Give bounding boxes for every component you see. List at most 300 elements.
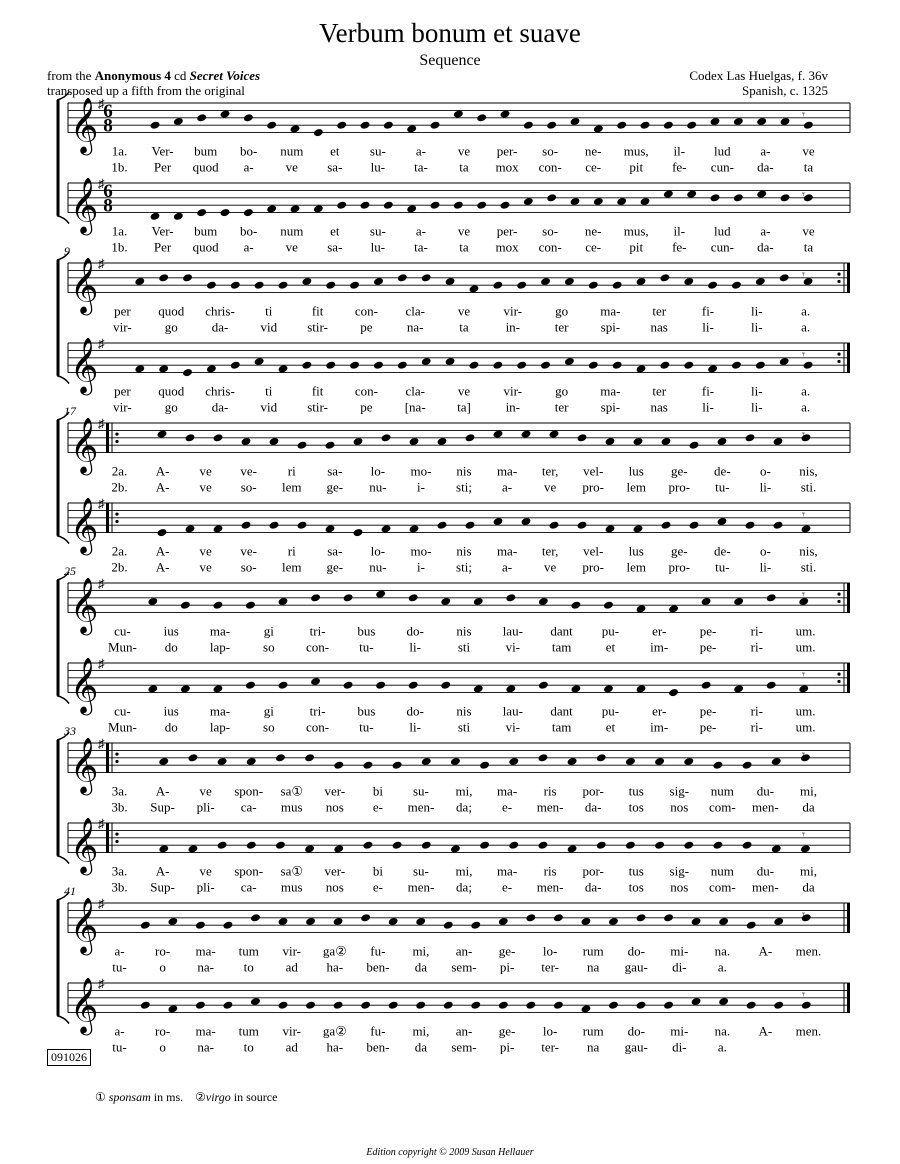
lyric-syllable: pro-: [668, 479, 691, 495]
lyric-syllable: bus: [357, 703, 376, 719]
time-signature-bottom: 8: [103, 195, 113, 217]
lyric-syllable: a-: [114, 1023, 125, 1039]
lyric-syllable: sig-: [669, 863, 690, 879]
note-head: [588, 281, 599, 290]
measure-number: 41: [64, 884, 76, 898]
note-head: [230, 361, 241, 370]
lyric-syllable: ca-: [240, 879, 257, 895]
treble-clef-icon: 𝄞: [70, 419, 99, 473]
treble-clef-icon: 𝄞: [70, 499, 99, 553]
note-head: [683, 841, 694, 850]
note-head: [440, 681, 451, 690]
lyric-syllable: vi-: [505, 639, 521, 655]
lyric-syllable: tu-: [715, 559, 730, 575]
lyric-syllable: rum: [582, 1023, 604, 1039]
lyric-syllable: tam: [551, 639, 572, 655]
lyric-syllable: na: [587, 1039, 600, 1055]
lyric-syllable: mi-: [670, 943, 689, 959]
time-signature-top: 6: [103, 180, 113, 202]
note-head: [206, 281, 217, 290]
lyric-syllable: Per: [153, 239, 172, 255]
lyric-syllable: i-: [416, 479, 425, 495]
measure-number: 33: [64, 724, 76, 738]
lyric-syllable: a.: [717, 959, 727, 975]
time-signature-top: 6: [103, 100, 113, 122]
sharp-icon: ♯: [98, 576, 105, 591]
lyric-syllable: fit: [311, 383, 324, 399]
lyric-syllable: tos: [628, 799, 644, 815]
lyric-syllable: lo-: [542, 943, 558, 959]
note-head: [266, 121, 277, 130]
lyric-syllable: ter: [554, 399, 569, 415]
lyric-syllable: 1a.: [111, 143, 128, 159]
note-head: [230, 281, 241, 290]
note-head: [636, 913, 647, 922]
repeat-dot: [115, 753, 118, 756]
lyric-syllable: ri-: [750, 703, 763, 719]
lyric-syllable: tum: [238, 943, 259, 959]
lyric-syllable: e-: [372, 799, 383, 815]
lyric-syllable: nis: [456, 463, 472, 479]
lyric-syllable: da-: [584, 799, 602, 815]
lyric-syllable: go: [164, 399, 178, 415]
note-head: [408, 681, 419, 690]
repeat-dot: [837, 600, 840, 603]
lyric-syllable: na-: [197, 959, 214, 975]
note-head: [397, 361, 408, 370]
lyric-syllable: ta: [459, 159, 469, 175]
lyric-syllable: da-: [211, 319, 229, 335]
lyric-syllable: ri-: [750, 639, 763, 655]
note-head: [505, 593, 516, 602]
lyric-syllable: pit: [629, 239, 644, 255]
lyric-syllable: nis,: [799, 463, 818, 479]
note-head: [443, 921, 454, 930]
lyric-syllable: bi: [372, 863, 383, 879]
note-head: [243, 208, 254, 217]
rest-icon: 𝄾: [802, 588, 805, 601]
lyric-syllable: sti.: [800, 479, 817, 495]
lyric-syllable: dant: [550, 623, 573, 639]
lyric-syllable: et: [605, 719, 616, 735]
note-head: [430, 121, 441, 130]
note-head: [353, 528, 364, 537]
lyric-syllable: ta: [459, 239, 469, 255]
repeat-dot: [837, 593, 840, 596]
lyric-syllable: fe-: [672, 159, 687, 175]
manuscript-source: Codex Las Huelgas, f. 36v: [689, 68, 828, 83]
lyric-syllable: an-: [455, 1023, 473, 1039]
note-head: [625, 841, 636, 850]
lyric-syllable: pu-: [601, 703, 620, 719]
lyric-syllable: vir-: [503, 383, 523, 399]
lyric-syllable: ve: [457, 383, 471, 399]
lyric-syllable: per: [114, 383, 131, 399]
treble-clef-icon: 𝄞: [70, 579, 99, 633]
lyric-syllable: fu-: [370, 943, 386, 959]
note-head: [453, 201, 464, 210]
note-head: [689, 521, 700, 530]
rest-icon: 𝄾: [802, 428, 805, 441]
note-head: [476, 113, 487, 122]
note-head: [479, 841, 490, 850]
lyric-syllable: pli-: [196, 799, 215, 815]
note-head: [668, 688, 679, 697]
lyric-syllable: men-: [536, 799, 564, 815]
plate-number: 091026: [47, 1049, 91, 1066]
lyric-syllable: i-: [416, 559, 425, 575]
lyric-syllable: mus,: [623, 143, 649, 159]
lyric-syllable: e-: [502, 879, 513, 895]
note-head: [212, 601, 223, 610]
note-head: [596, 841, 607, 850]
note-head: [213, 433, 224, 442]
treble-clef-icon: 𝄞: [70, 259, 99, 313]
lyric-syllable: spon-: [234, 783, 264, 799]
lyric-syllable: e-: [502, 799, 513, 815]
rest-icon: 𝄾: [802, 908, 805, 921]
lyric-syllable: pe: [360, 319, 373, 335]
lyric-syllable: ti: [265, 303, 273, 319]
page-title: Verbum bonum et suave: [319, 18, 581, 48]
note-head: [325, 441, 336, 450]
lyric-syllable: a-: [243, 159, 254, 175]
lyric-syllable: nas: [650, 399, 668, 415]
lyric-syllable: sa-: [327, 159, 343, 175]
lyric-syllable: do: [164, 719, 178, 735]
lyric-syllable: sa①: [280, 863, 304, 879]
lyric-syllable: gau-: [624, 1039, 648, 1055]
lyric-syllable: da: [802, 799, 815, 815]
lyric-syllable: cun-: [710, 239, 734, 255]
note-head: [710, 193, 721, 202]
lyric-syllable: tos: [628, 879, 644, 895]
lyric-syllable: por-: [582, 863, 604, 879]
lyric-syllable: ga②: [322, 943, 347, 959]
lyric-syllable: a-: [502, 479, 513, 495]
lyric-syllable: per: [114, 303, 131, 319]
repeat-dot: [115, 760, 118, 763]
note-head: [222, 921, 233, 930]
lyric-syllable: pro-: [582, 479, 605, 495]
lyric-syllable: vir-: [113, 399, 132, 415]
lyric-syllable: ve: [199, 479, 212, 495]
lyric-syllable: o: [159, 959, 166, 975]
note-head: [360, 1001, 371, 1010]
lyric-syllable: men-: [752, 879, 779, 895]
note-head: [304, 753, 315, 762]
note-head: [537, 753, 548, 762]
repeat-bar: [106, 503, 109, 533]
lyric-syllable: ve: [457, 143, 471, 159]
lyric-syllable: con-: [354, 303, 378, 319]
lyric-syllable: ver-: [324, 863, 346, 879]
note-head: [185, 433, 196, 442]
lyric-syllable: A-: [155, 463, 170, 479]
lyric-syllable: sti;: [456, 559, 472, 575]
lyric-syllable: nis: [456, 623, 472, 639]
sharp-icon: ♯: [98, 176, 105, 191]
lyric-syllable: tri-: [309, 703, 326, 719]
treble-clef-icon: 𝄞: [70, 979, 99, 1033]
lyric-syllable: ta: [803, 159, 814, 175]
note-head: [546, 121, 557, 130]
note-head: [538, 681, 549, 690]
lyric-syllable: [na-: [404, 399, 426, 415]
note-head: [746, 1001, 757, 1010]
note-head: [659, 361, 670, 370]
lyric-syllable: spi-: [600, 319, 621, 335]
lyric-syllable: fi-: [701, 383, 715, 399]
lyric-syllable: ius: [163, 623, 179, 639]
sharp-icon: ♯: [98, 816, 105, 831]
note-head: [523, 121, 534, 130]
lyric-syllable: mi,: [412, 943, 430, 959]
lyric-syllable: pe-: [699, 703, 717, 719]
note-head: [780, 193, 791, 202]
lyric-syllable: vel-: [583, 463, 604, 479]
lyric-syllable: ge-: [498, 943, 516, 959]
note-head: [537, 841, 548, 850]
lyric-syllable: lap-: [209, 639, 231, 655]
bracket-hook: [57, 1016, 69, 1024]
note-head: [375, 681, 386, 690]
lyric-syllable: ben-: [366, 1039, 390, 1055]
note-head: [360, 913, 371, 922]
repeat-dot: [837, 273, 840, 276]
lyric-syllable: sa-: [327, 543, 343, 559]
lyric-syllable: mi,: [455, 783, 473, 799]
note-head: [349, 281, 360, 290]
note-head: [707, 281, 718, 290]
note-head: [157, 528, 168, 537]
bracket-hook: [57, 216, 69, 224]
lyric-syllable: im-: [650, 639, 669, 655]
lyric-syllable: 2b.: [111, 479, 128, 495]
lyric-syllable: ma-: [496, 783, 518, 799]
lyric-syllable: li-: [702, 319, 714, 335]
note-head: [182, 273, 193, 282]
note-head: [612, 361, 623, 370]
lyric-syllable: num: [710, 863, 734, 879]
lyric-syllable: Mun-: [107, 639, 137, 655]
lyric-syllable: pro-: [582, 559, 605, 575]
lyric-syllable: ma-: [195, 1023, 216, 1039]
note-head: [301, 361, 312, 370]
lyric-syllable: nis,: [799, 543, 818, 559]
repeat-dot: [115, 513, 118, 516]
treble-clef-icon: 𝄞: [70, 899, 99, 953]
lyric-syllable: Mun-: [107, 719, 137, 735]
repeat-dot: [837, 360, 840, 363]
lyric-syllable: nas: [650, 319, 668, 335]
note-head: [275, 753, 286, 762]
lyric-syllable: 1b.: [111, 159, 128, 175]
lyric-syllable: na.: [714, 1023, 731, 1039]
page-subtitle: Sequence: [419, 52, 481, 69]
note-head: [150, 121, 161, 130]
lyric-syllable: ve: [285, 239, 298, 255]
lyric-syllable: ris: [543, 783, 557, 799]
lyric-syllable: con-: [306, 719, 330, 735]
lyric-syllable: li-: [759, 479, 772, 495]
lyric-syllable: lem: [626, 479, 646, 495]
lyric-syllable: ne-: [584, 143, 602, 159]
measure-number: 25: [64, 564, 76, 578]
lyric-syllable: ter,: [541, 543, 559, 559]
lyric-syllable: su-: [412, 863, 429, 879]
lyric-syllable: sti.: [800, 559, 817, 575]
note-head: [297, 441, 308, 450]
lyric-syllable: lau-: [502, 703, 523, 719]
lyric-syllable: nos: [670, 799, 689, 815]
lyric-syllable: 3a.: [111, 783, 128, 799]
lyric-syllable: di-: [672, 1039, 687, 1055]
lyric-syllable: ter: [554, 319, 569, 335]
lyric-syllable: ce-: [585, 239, 602, 255]
note-head: [731, 281, 742, 290]
lyric-syllable: quod: [192, 239, 219, 255]
lyric-syllable: 3b.: [111, 799, 128, 815]
lyric-syllable: Ver-: [151, 143, 174, 159]
lyric-syllable: a-: [760, 143, 771, 159]
lyric-syllable: ter-: [541, 959, 560, 975]
note-head: [140, 921, 151, 930]
note-head: [745, 521, 756, 530]
note-head: [325, 361, 336, 370]
lyric-syllable: lo-: [370, 543, 386, 559]
lyric-syllable: ta: [459, 319, 469, 335]
lyric-syllable: ve: [199, 543, 212, 559]
lyric-syllable: il-: [673, 143, 686, 159]
lyric-syllable: mi-: [670, 1023, 689, 1039]
note-head: [746, 921, 757, 930]
lyric-syllable: quod: [158, 303, 185, 319]
lyric-syllable: et: [330, 143, 340, 159]
lyric-syllable: li-: [751, 303, 763, 319]
lyric-syllable: Sup-: [150, 799, 175, 815]
lyric-syllable: tri-: [309, 623, 326, 639]
note-head: [217, 841, 228, 850]
note-head: [465, 433, 476, 442]
lyric-syllable: tus: [628, 783, 644, 799]
note-head: [773, 1001, 784, 1010]
lyric-syllable: do-: [627, 1023, 645, 1039]
lyric-syllable: a-: [760, 223, 771, 239]
lyric-syllable: ve: [543, 559, 557, 575]
note-head: [360, 121, 371, 130]
note-head: [437, 521, 448, 530]
final-bar: [847, 903, 850, 933]
lyric-syllable: ve: [543, 479, 557, 495]
note-head: [577, 521, 588, 530]
lyric-syllable: nos: [325, 879, 344, 895]
note-head: [196, 113, 207, 122]
lyric-syllable: da-: [211, 399, 229, 415]
lyric-syllable: nos: [670, 879, 689, 895]
lyric-syllable: vi-: [505, 719, 521, 735]
note-head: [683, 361, 694, 370]
lyric-syllable: da;: [456, 799, 472, 815]
lyric-syllable: so: [263, 639, 275, 655]
lyric-syllable: nis: [456, 703, 472, 719]
lyric-syllable: pli-: [196, 879, 215, 895]
note-head: [269, 521, 280, 530]
lyric-syllable: ta-: [414, 239, 428, 255]
note-head: [612, 281, 623, 290]
lyric-syllable: sti: [457, 719, 471, 735]
lyric-syllable: 3b.: [111, 879, 128, 895]
lyric-syllable: mi,: [455, 863, 473, 879]
note-head: [362, 761, 373, 770]
note-head: [636, 1001, 647, 1010]
lyric-syllable: ve: [457, 303, 471, 319]
lyric-syllable: lo-: [370, 463, 386, 479]
repeat-bar: [847, 343, 850, 373]
repeat-bar: [847, 663, 850, 693]
lyric-syllable: um.: [795, 703, 816, 719]
note-head: [140, 1001, 151, 1010]
note-head: [278, 281, 289, 290]
lyric-syllable: gi: [263, 623, 274, 639]
note-head: [766, 681, 777, 690]
lyric-syllable: sem-: [451, 1039, 477, 1055]
lyric-syllable: ri-: [750, 719, 763, 735]
note-head: [803, 361, 814, 370]
sharp-icon: ♯: [98, 496, 105, 511]
repeat-dot: [115, 840, 118, 843]
lyric-syllable: da: [802, 879, 815, 895]
lyric-syllable: dant: [550, 703, 573, 719]
time-signature-bottom: 8: [103, 115, 113, 137]
note-head: [742, 841, 753, 850]
note-head: [766, 593, 777, 602]
note-head: [661, 521, 672, 530]
repeat-dot: [115, 520, 118, 523]
note-head: [254, 281, 265, 290]
note-head: [408, 593, 419, 602]
lyric-syllable: gi: [263, 703, 274, 719]
note-head: [663, 913, 674, 922]
lyric-syllable: ge-: [670, 463, 688, 479]
lyric-syllable: ge-: [498, 1023, 516, 1039]
lyric-syllable: do-: [627, 943, 645, 959]
sharp-icon: ♯: [98, 96, 105, 111]
lyric-syllable: bo-: [240, 223, 258, 239]
lyric-syllable: sig-: [669, 783, 690, 799]
lyric-syllable: sti;: [456, 479, 472, 495]
lyric-syllable: Per: [153, 159, 172, 175]
lyric-syllable: a.: [717, 1039, 727, 1055]
note-head: [516, 361, 527, 370]
copyright-notice: Edition copyright © 2009 Susan Hellauer: [366, 1147, 534, 1158]
lyric-syllable: ma-: [600, 383, 621, 399]
lyric-syllable: pu-: [601, 623, 620, 639]
lyric-syllable: ma-: [209, 703, 231, 719]
lyric-syllable: ter: [652, 383, 667, 399]
note-head: [640, 121, 651, 130]
lyric-syllable: vel-: [583, 543, 604, 559]
lyric-syllable: lus: [628, 543, 644, 559]
treble-clef-icon: 𝄞: [70, 819, 99, 873]
lyric-syllable: nu-: [369, 559, 387, 575]
note-head: [180, 601, 191, 610]
note-head: [430, 201, 441, 210]
lyric-syllable: lem: [282, 479, 302, 495]
lyric-syllable: por-: [582, 783, 604, 799]
note-head: [470, 1001, 481, 1010]
lyric-syllable: so-: [542, 143, 559, 159]
